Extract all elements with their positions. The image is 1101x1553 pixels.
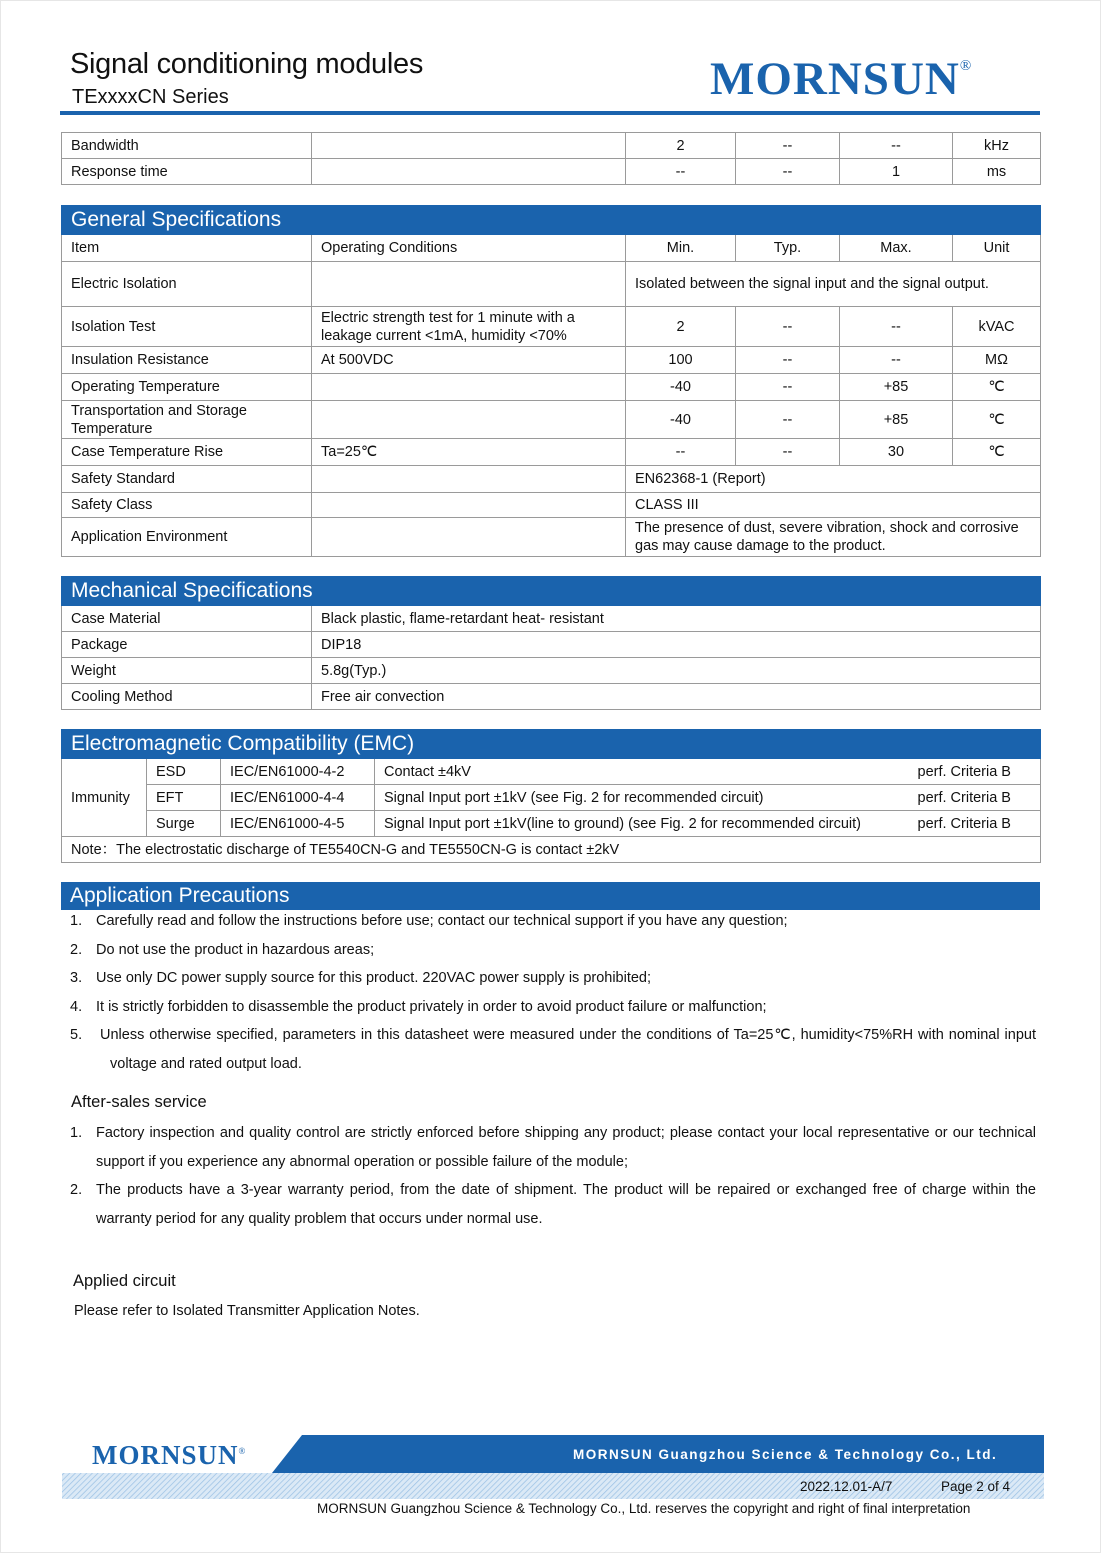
spec-value: The presence of dust, severe vibration, shock and corrosive gas may cause damage to the product.	[626, 518, 1041, 557]
table-row	[62, 493, 1041, 518]
spec-max: --	[840, 347, 953, 374]
section-header-row	[62, 730, 1041, 759]
spec-item: Insulation Resistance	[62, 347, 312, 374]
table-row	[62, 262, 1041, 307]
list-item	[70, 993, 1036, 1022]
section-header-row	[62, 206, 1041, 235]
section-header-row	[62, 577, 1041, 606]
spec-typ: --	[736, 159, 840, 185]
spec-conditions: Ta=25℃	[312, 439, 626, 466]
section-title: Mechanical Specifications	[62, 577, 1041, 606]
spec-item: Electric Isolation	[62, 262, 312, 307]
section-title: Electromagnetic Compatibility (EMC)	[62, 730, 1041, 759]
list-text: Do not use the product in hazardous areas;	[96, 941, 375, 958]
spec-conditions	[312, 159, 626, 185]
spec-min: -40	[626, 401, 736, 439]
table-row	[62, 632, 1041, 658]
spec-conditions	[312, 262, 626, 307]
spec-min: 2	[626, 133, 736, 159]
list-text: It is strictly forbidden to disassemble the product privately in order to avoid product failure or malfunction;	[96, 998, 767, 1015]
emc-criteria: perf. Criteria B	[909, 811, 1041, 837]
general-spec-table	[61, 205, 1041, 557]
brand-logo	[710, 52, 972, 106]
series-subtitle: TExxxxCN Series	[72, 86, 229, 108]
mechanical-spec-table	[61, 576, 1041, 710]
spec-unit: ℃	[953, 401, 1041, 439]
spec-item: Weight	[62, 658, 312, 684]
table-row	[62, 307, 1041, 347]
spec-conditions: Electric strength test for 1 minute with a leakage current <1mA, humidity <70%	[312, 307, 626, 347]
list-item	[70, 936, 1036, 965]
emc-table	[61, 729, 1041, 863]
spec-item: Safety Standard	[62, 466, 312, 493]
table-row	[62, 785, 1041, 811]
emc-standard: IEC/EN61000-4-2	[221, 759, 375, 785]
list-number: 5.	[70, 1027, 83, 1043]
spec-unit: kHz	[953, 133, 1041, 159]
spec-unit: kVAC	[953, 307, 1041, 347]
emc-test: EFT	[147, 785, 221, 811]
precautions-list	[70, 907, 1036, 1078]
column-header: Max.	[840, 235, 953, 262]
spec-typ: --	[736, 307, 840, 347]
spec-min: --	[626, 159, 736, 185]
spec-item: Application Environment	[62, 518, 312, 557]
spec-conditions	[312, 374, 626, 401]
spec-typ: --	[736, 439, 840, 466]
list-number: 2.	[70, 1182, 83, 1198]
emc-test: Surge	[147, 811, 221, 837]
spec-value: CLASS III	[626, 493, 1041, 518]
continued-spec-table	[61, 132, 1041, 185]
spec-item: Transportation and Storage Temperature	[62, 401, 312, 439]
spec-min: --	[626, 439, 736, 466]
footer-logo	[92, 1440, 246, 1471]
table-row	[62, 439, 1041, 466]
table-row	[62, 759, 1041, 785]
list-text: Unless otherwise specified, parameters in this datasheet were measured under the conditions of Ta=25℃, humidity<75%RH with nominal input voltage and rated output load.	[100, 1027, 1036, 1072]
column-header: Unit	[953, 235, 1041, 262]
spec-item: Safety Class	[62, 493, 312, 518]
list-item	[70, 907, 1036, 936]
spec-max: +85	[840, 374, 953, 401]
emc-condition: Signal Input port ±1kV(line to ground) (see Fig. 2 for recommended circuit)	[375, 811, 909, 837]
list-item	[70, 1119, 1036, 1176]
list-number: 2.	[70, 941, 83, 958]
emc-group-label: Immunity	[62, 759, 147, 837]
subsection-title: Applied circuit	[73, 1272, 176, 1290]
spec-conditions	[312, 466, 626, 493]
emc-condition: Signal Input port ±1kV (see Fig. 2 for recommended circuit)	[375, 785, 909, 811]
spec-min: 100	[626, 347, 736, 374]
column-header: Item	[62, 235, 312, 262]
spec-unit: ms	[953, 159, 1041, 185]
table-row	[62, 684, 1041, 710]
spec-conditions	[312, 518, 626, 557]
emc-standard: IEC/EN61000-4-5	[221, 811, 375, 837]
emc-test: ESD	[147, 759, 221, 785]
emc-note: Note：The electrostatic discharge of TE5540CN-G and TE5550CN-G is contact ±2kV	[62, 837, 1041, 863]
page-title: Signal conditioning modules	[70, 48, 424, 80]
applied-circuit-text: Please refer to Isolated Transmitter Application Notes.	[74, 1303, 420, 1319]
spec-value: DIP18	[312, 632, 1041, 658]
list-text: Use only DC power supply source for this product. 220VAC power supply is prohibited;	[96, 970, 652, 986]
section-title: Application Precautions	[61, 882, 1040, 910]
spec-item: Isolation Test	[62, 307, 312, 347]
spec-conditions: At 500VDC	[312, 347, 626, 374]
list-number: 1.	[70, 1125, 83, 1141]
table-row	[62, 401, 1041, 439]
registered-mark: ®	[959, 58, 973, 74]
section-title: General Specifications	[62, 206, 1041, 235]
spec-conditions	[312, 401, 626, 439]
table-row	[62, 133, 1041, 159]
emc-criteria: perf. Criteria B	[909, 759, 1041, 785]
table-row	[62, 159, 1041, 185]
subsection-title: After-sales service	[71, 1093, 207, 1111]
after-sales-list	[70, 1119, 1036, 1233]
spec-item: Response time	[62, 159, 312, 185]
spec-typ: --	[736, 347, 840, 374]
registered-mark: ®	[238, 1446, 247, 1456]
header-rule	[60, 111, 1040, 115]
page-number: Page 2 of 4	[941, 1479, 1011, 1494]
spec-item: Case Material	[62, 606, 312, 632]
list-text: The products have a 3-year warranty period, from the date of shipment. The product will be repaired or exchanged free of charge within the warranty period for any quality problem that occurs under normal use.	[96, 1182, 1036, 1227]
spec-unit: MΩ	[953, 347, 1041, 374]
table-row	[62, 518, 1041, 557]
spec-max: --	[840, 307, 953, 347]
emc-criteria: perf. Criteria B	[909, 785, 1041, 811]
spec-typ: --	[736, 401, 840, 439]
list-text: Factory inspection and quality control are strictly enforced before shipping any product; please contact your local representative or our technical support if you experience any abnormal operation or possible failure of the module;	[96, 1125, 1036, 1170]
column-header: Min.	[626, 235, 736, 262]
list-number: 1.	[70, 913, 83, 929]
table-row	[62, 466, 1041, 493]
footer-company: MORNSUN Guangzhou Science & Technology Co., Ltd.	[573, 1447, 998, 1462]
spec-max: --	[840, 133, 953, 159]
brand-logo-text: MORNSUN	[710, 53, 960, 105]
emc-condition: Contact ±4kV	[375, 759, 909, 785]
emc-standard: IEC/EN61000-4-4	[221, 785, 375, 811]
spec-min: -40	[626, 374, 736, 401]
spec-value: Isolated between the signal input and the signal output.	[626, 262, 1041, 307]
spec-item: Operating Temperature	[62, 374, 312, 401]
list-text: Carefully read and follow the instructions before use; contact our technical support if you have any question;	[96, 913, 788, 929]
spec-item: Bandwidth	[62, 133, 312, 159]
table-row	[62, 837, 1041, 863]
spec-max: +85	[840, 401, 953, 439]
spec-value: EN62368-1 (Report)	[626, 466, 1041, 493]
list-item	[70, 964, 1036, 993]
list-number: 4.	[70, 998, 83, 1015]
footer-logo-text: MORNSUN	[92, 1440, 239, 1470]
spec-typ: --	[736, 133, 840, 159]
column-header: Typ.	[736, 235, 840, 262]
list-item	[70, 1021, 1036, 1078]
copyright-notice: MORNSUN Guangzhou Science & Technology Co., Ltd. reserves the copyright and right of final interpretation	[317, 1501, 971, 1516]
spec-value: 5.8g(Typ.)	[312, 658, 1041, 684]
spec-item: Cooling Method	[62, 684, 312, 710]
table-row	[62, 347, 1041, 374]
table-header-row	[62, 235, 1041, 262]
spec-typ: --	[736, 374, 840, 401]
list-number: 3.	[70, 970, 83, 986]
table-row	[62, 606, 1041, 632]
spec-max: 1	[840, 159, 953, 185]
spec-value: Free air convection	[312, 684, 1041, 710]
spec-conditions	[312, 133, 626, 159]
table-row	[62, 374, 1041, 401]
table-row	[62, 811, 1041, 837]
spec-item: Case Temperature Rise	[62, 439, 312, 466]
table-row	[62, 658, 1041, 684]
footer-date: 2022.12.01-A/7	[800, 1479, 893, 1494]
spec-value: Black plastic, flame-retardant heat- resistant	[312, 606, 1041, 632]
spec-conditions	[312, 493, 626, 518]
spec-unit: ℃	[953, 374, 1041, 401]
spec-item: Package	[62, 632, 312, 658]
spec-unit: ℃	[953, 439, 1041, 466]
spec-min: 2	[626, 307, 736, 347]
column-header: Operating Conditions	[312, 235, 626, 262]
spec-max: 30	[840, 439, 953, 466]
list-item	[70, 1176, 1036, 1233]
